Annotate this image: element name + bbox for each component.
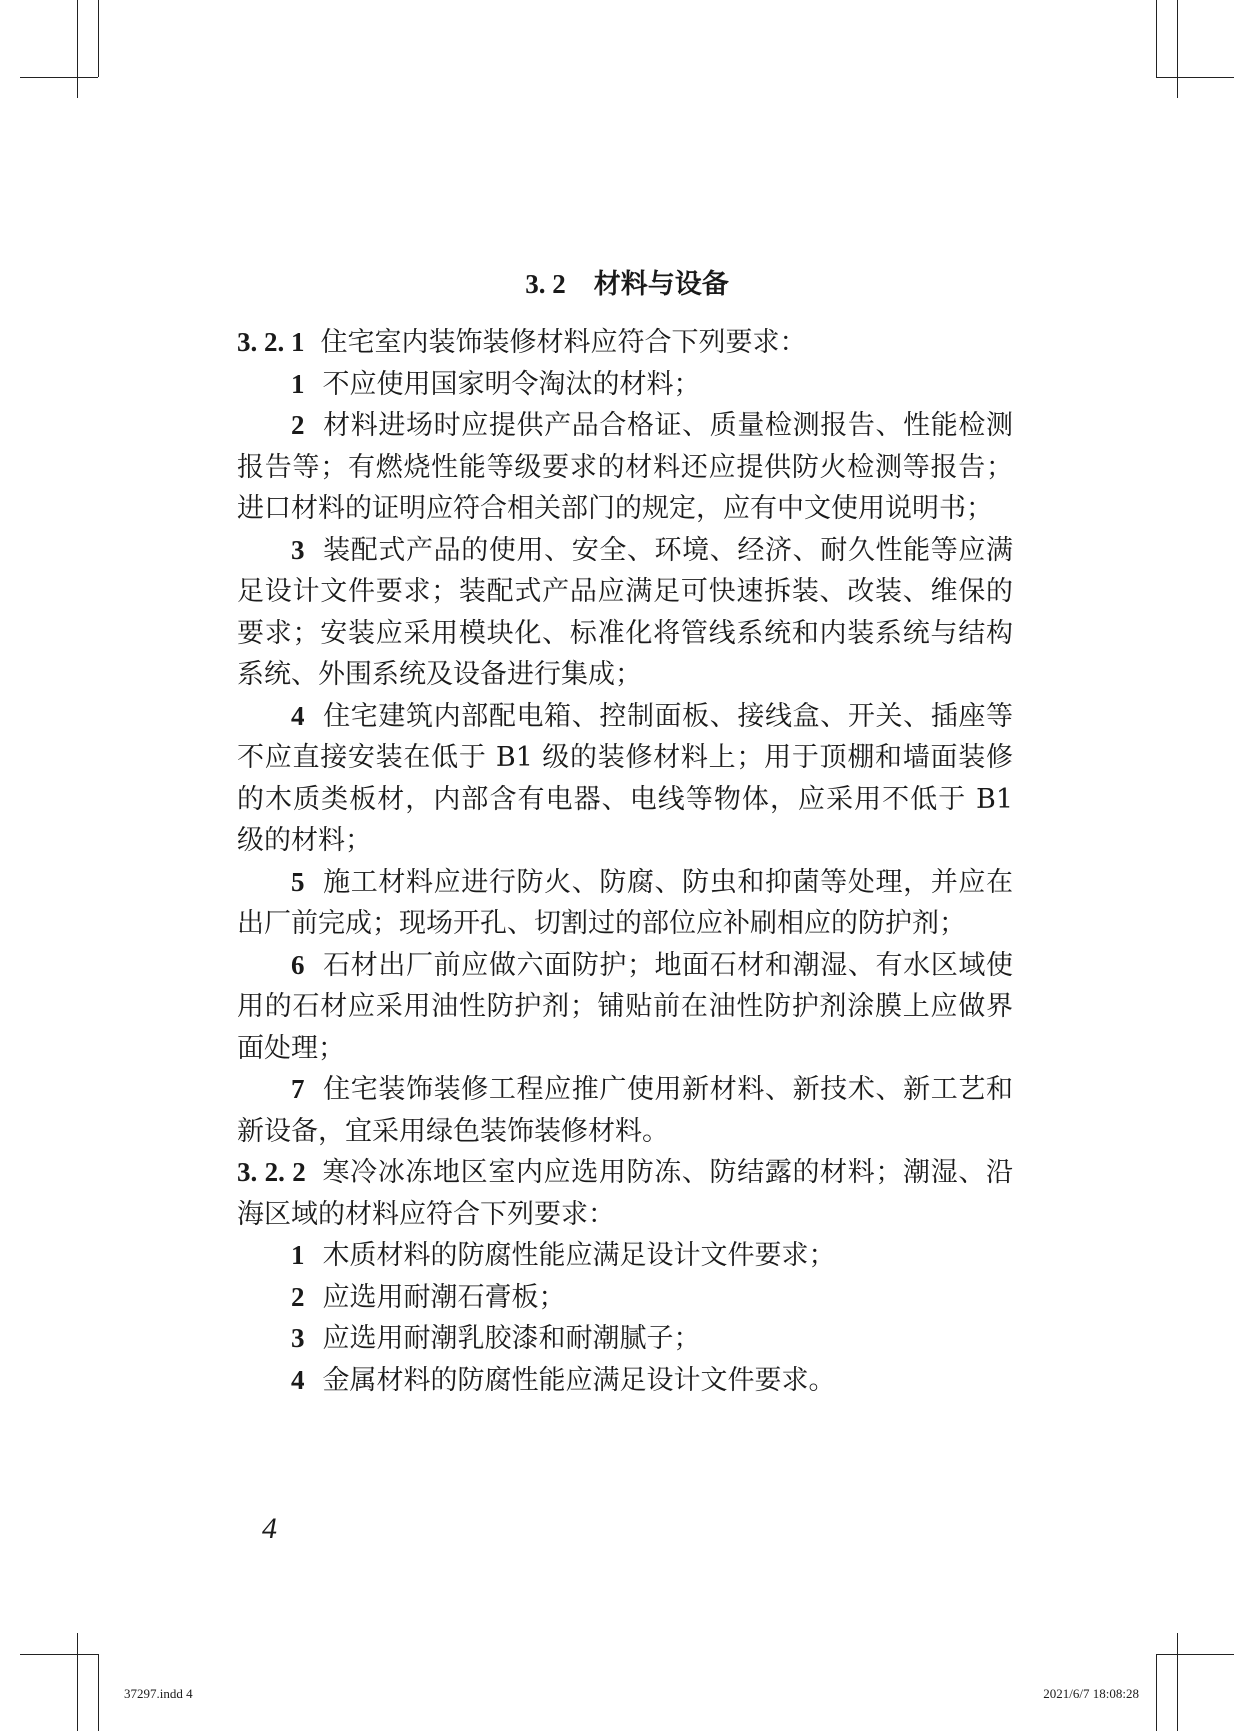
crop-mark xyxy=(1177,1633,1178,1731)
item-text: 材料进场时应提供产品合格证、质量检测报告、性能检测报告等；有燃烧性能等级要求的材料还应提供防火检测等报告；进口材料的证明应符合相关部门的规定，应有中文使用说明书； xyxy=(237,410,1013,524)
list-item xyxy=(237,1069,1013,1152)
crop-mark xyxy=(1156,77,1234,78)
clause xyxy=(237,322,1013,364)
clause-number: 3. 2. 1 xyxy=(237,327,305,357)
item-number: 2 xyxy=(291,410,305,440)
page-number: 4 xyxy=(262,1512,277,1545)
item-number: 4 xyxy=(291,700,305,731)
crop-mark xyxy=(1156,1654,1234,1655)
clause-number: 3. 2. 2 xyxy=(237,1157,306,1187)
section-number: 3. 2 xyxy=(525,269,566,299)
section-title-text: 材料与设备 xyxy=(593,269,729,300)
item-text: 住宅装饰装修工程应推广使用新材料、新技术、新工艺和新设备，宜采用绿色装饰装修材料。 xyxy=(237,1074,1013,1147)
item-number: 7 xyxy=(291,1074,305,1104)
slug-filename: 37297.indd 4 xyxy=(124,1686,193,1701)
list-item xyxy=(237,1235,1013,1277)
item-text: 不应使用国家明令淘汰的材料； xyxy=(322,368,701,400)
crop-mark xyxy=(1156,1654,1157,1731)
item-text: 金属材料的防腐性能应满足设计文件要求。 xyxy=(322,1364,836,1396)
item-number: 6 xyxy=(291,949,305,980)
list-item xyxy=(237,1360,1013,1402)
crop-mark xyxy=(98,0,99,77)
item-number: 3 xyxy=(291,534,305,565)
item-number: 5 xyxy=(291,866,305,897)
crop-mark xyxy=(77,1633,78,1731)
crop-mark xyxy=(98,1654,99,1731)
clause-text: 寒冷冰冻地区室内应选用防冻、防结露的材料；潮湿、沿海区域的材料应符合下列要求： xyxy=(237,1157,1013,1230)
crop-mark xyxy=(20,77,98,78)
list-item xyxy=(237,696,1013,862)
list-item xyxy=(237,405,1013,530)
item-text: 应选用耐潮石膏板； xyxy=(322,1281,566,1313)
crop-mark xyxy=(77,0,78,98)
item-text: 住宅建筑内部配电箱、控制面板、接线盒、开关、插座等不应直接安装在低于 B1 级的装修材料上；用于顶棚和墙面装修的木质类板材，内部含有电器、电线等物体，应采用不低于 B1 级的材料； xyxy=(237,700,1013,856)
item-text: 木质材料的防腐性能应满足设计文件要求； xyxy=(322,1240,836,1271)
crop-mark xyxy=(1156,0,1157,77)
item-number: 1 xyxy=(291,368,305,399)
item-text: 应选用耐潮乳胶漆和耐潮腻子； xyxy=(322,1323,701,1354)
item-text: 石材出厂前应做六面防护；地面石材和潮湿、有水区域使用的石材应采用油性防护剂；铺贴前在油性防护剂涂膜上应做界面处理； xyxy=(237,949,1013,1064)
list-item xyxy=(237,1318,1013,1360)
crop-mark xyxy=(1177,0,1178,98)
document-body xyxy=(237,322,1013,1401)
list-item xyxy=(237,530,1013,696)
crop-mark xyxy=(20,1654,98,1655)
item-number: 3 xyxy=(291,1323,305,1353)
list-item xyxy=(237,364,1013,406)
list-item xyxy=(237,1277,1013,1319)
section-title xyxy=(0,262,1254,301)
list-item xyxy=(237,862,1013,945)
list-item xyxy=(237,945,1013,1070)
item-number: 4 xyxy=(291,1364,305,1395)
clause-text: 住宅室内装饰装修材料应符合下列要求： xyxy=(320,327,807,358)
clause xyxy=(237,1152,1013,1235)
slug-timestamp: 2021/6/7 18:08:28 xyxy=(1043,1686,1139,1701)
item-number: 2 xyxy=(291,1281,305,1312)
item-number: 1 xyxy=(291,1240,305,1270)
item-text: 施工材料应进行防火、防腐、防虫和抑菌等处理，并应在出厂前完成；现场开孔、切割过的部位应补刷相应的防护剂； xyxy=(237,866,1013,939)
item-text: 装配式产品的使用、安全、环境、经济、耐久性能等应满足设计文件要求；装配式产品应满足可快速拆装、改装、维保的要求；安装应采用模块化、标准化将管线系统和内装系统与结构系统、外围系统及设备进行集成； xyxy=(237,534,1013,690)
